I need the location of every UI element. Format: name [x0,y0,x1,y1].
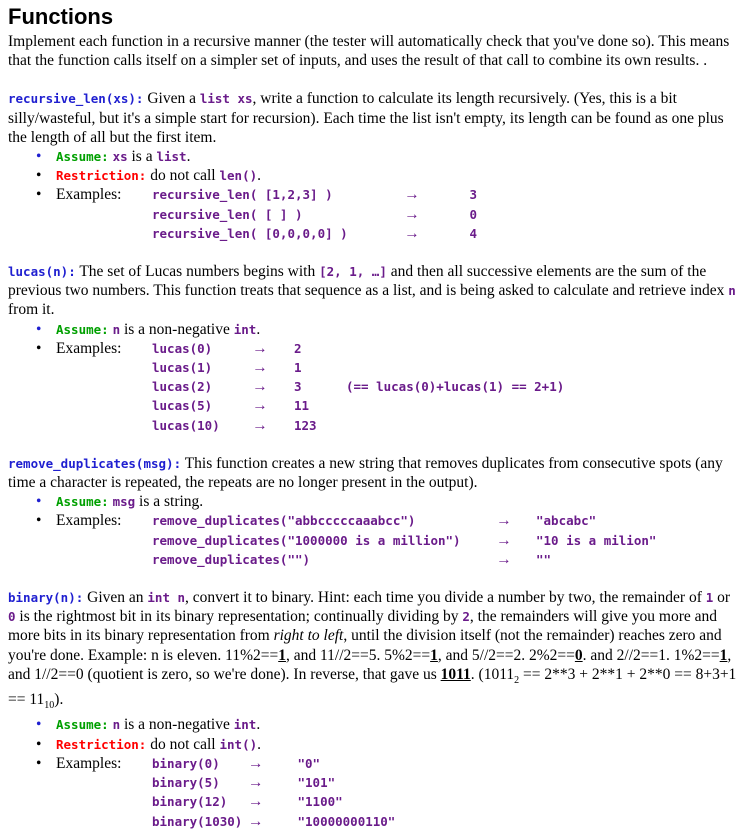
section-remove-duplicates [8,454,738,569]
example-result: 2 [294,340,302,356]
code: xs [112,149,128,165]
text: 1011 [440,665,471,683]
example-result: "10 is a milion" [536,532,657,548]
example-result: 3 [294,379,302,395]
text: 1 [719,646,728,664]
text: 10 [44,700,55,712]
arrow-icon: → [252,397,268,415]
text: . [257,167,262,185]
text: 2 [514,674,520,686]
text: is a non-negative [120,716,234,734]
arrow-icon: → [248,774,264,792]
example-result: 0 [469,206,477,222]
text: Given an [83,589,148,607]
text: . [186,148,191,166]
examples-item [36,511,738,569]
code: msg [112,494,136,510]
text: == 2**3 + 2**1 + 2**0 == 8+3+1 == 11 [8,665,737,709]
example-result: "" [536,551,552,567]
example-call: lucas(2) [152,379,213,395]
code: n [728,283,736,299]
text: . [256,320,261,338]
example-call: binary(12) [152,794,228,810]
example-row [152,205,477,224]
restriction-item [36,166,738,185]
description [8,262,738,320]
example-call: recursive_len( [1,2,3] ) [152,187,333,203]
code: list [156,149,187,165]
text: The set of Lucas numbers begins with [75,263,320,281]
example-result: 4 [469,225,477,241]
text: and then all successive elements are the sum of the previous two numbers. This function treats that sequence as a list, and is being asked to calculate and retrieve index [8,263,729,300]
example-row [152,339,564,358]
description [8,588,738,715]
example-note [346,416,564,435]
section-lucas [8,262,738,435]
section-recursive-len [8,89,738,243]
arrow-icon: → [252,416,268,434]
example-call: remove_duplicates("1000000 is a million") [152,532,461,548]
example-row [152,773,395,792]
assume-item [36,492,738,511]
text: 1 [278,646,286,664]
text: 1 [430,646,438,664]
example-row [152,185,477,204]
text: from it. [8,301,55,319]
examples-table [152,185,477,243]
example-note [346,358,564,377]
examples-table [152,511,656,569]
text: , the remainders will give you more and more bits in its binary representation from [8,608,717,645]
example-note [346,396,564,415]
arrow-icon: → [496,550,512,568]
text: , write a function to calculate its length recursively. (Yes, this is a bit silly/wasteful, but it's a simple start for recursion). Each time the list isn't empty, its length can be found as one plus the length of all but the first item. [8,90,724,146]
examples-label: • Examples: [56,512,122,530]
examples-label: • Examples: [56,754,122,772]
example-row [152,377,564,396]
example-result: 123 [294,417,317,433]
code: 1 [705,590,714,606]
example-row [152,550,656,569]
example-result: "0" [297,755,321,771]
example-row [152,358,564,377]
code: int n [147,590,186,606]
text: , and 11//2==5. 5%2== [285,646,431,664]
text: do not call [146,167,220,185]
description [8,89,738,147]
example-result: 11 [294,398,310,414]
assume-label: Assume: [56,494,109,510]
example-row [152,416,564,435]
text: , and 1//2==0 (quotient is zero, so we're done). In reverse, that gave us [8,646,732,683]
restriction-item [36,735,738,754]
example-call: lucas(10) [152,417,220,433]
text: is a [127,148,157,166]
example-result: 3 [469,187,477,203]
text: , convert it to binary. Hint: each time you divide a number by two, the remainder of [185,589,706,607]
arrow-icon: → [404,205,420,223]
example-row [152,396,564,415]
assume-label: Assume: [56,321,109,337]
arrow-icon: → [248,793,264,811]
arrow-icon: → [252,359,268,377]
example-call: remove_duplicates("") [152,551,311,567]
function-signature: binary(n): [8,590,84,606]
assume-label: Assume: [56,717,109,733]
code: n [112,717,121,733]
text: , and 5//2==2. 2%2== [437,646,575,664]
examples-item [36,754,738,831]
example-row [152,792,395,811]
text: . (1011 [470,665,515,683]
arrow-icon: → [252,378,268,396]
examples-item [36,185,738,243]
text: 0 [574,646,583,664]
example-call: lucas(5) [152,398,213,414]
text: is the rightmost bit in its binary representation; continually dividing by [15,608,463,626]
page-title: Functions [8,4,114,29]
assume-item [36,320,738,339]
assume-label: Assume: [56,149,109,165]
examples-table [152,339,564,435]
example-note [346,339,564,358]
example-result: 1 [294,360,302,376]
examples-item [36,339,738,435]
example-result: "1100" [297,794,343,810]
text: or [713,589,731,607]
example-call: binary(1030) [152,813,243,829]
text: right to left [273,627,344,645]
example-call: binary(0) [152,755,220,771]
restriction-label: Restriction: [56,168,147,184]
text: ). [54,691,64,709]
text: is a non-negative [120,320,234,338]
arrow-icon: → [496,512,512,530]
function-signature: recursive_len(xs): [8,91,144,107]
intro-paragraph: Implement each function in a recursive manner (the tester will automatically check that you've done so). This means that the function calls itself on a simpler set of inputs, and uses the result of that call to combine its own results. . [8,33,730,70]
code: int [233,321,257,337]
code: 0 [8,609,16,625]
arrow-icon: → [248,812,264,830]
text: . [257,735,262,753]
example-result: "10000000110" [297,813,396,829]
text: is a string. [135,493,204,511]
example-call: recursive_len( [0,0,0,0] ) [152,225,348,241]
description [8,454,738,492]
code: n [112,321,121,337]
assume-item [36,147,738,166]
examples-label: • Examples: [56,186,122,204]
example-row [152,224,477,243]
example-call: lucas(1) [152,360,213,376]
section-binary [8,588,738,831]
arrow-icon: → [248,754,264,772]
examples-table [152,754,395,831]
text: Given a [143,90,200,108]
code: int() [219,736,258,752]
code: 2 [462,609,470,625]
example-result: "abcabc" [536,513,597,529]
arrow-icon: → [252,339,268,357]
example-call: binary(5) [152,775,220,791]
code: int [233,717,257,733]
arrow-icon: → [404,186,420,204]
example-call: remove_duplicates("abbcccccaaabcc") [152,513,416,529]
text: . [256,716,261,734]
text: , until the division itself (not the remainder) reaches zero and you're done. Example: n is eleven. 11%2== [8,627,722,664]
text: . and 2//2==1. 1%2== [582,646,720,664]
arrow-icon: → [404,224,420,242]
example-row [152,754,395,773]
code: list xs [199,91,253,107]
example-note: (== lucas(0)+lucas(1) == 2+1) [346,379,565,395]
examples-label: • Examples: [56,339,122,357]
example-call: recursive_len( [ ] ) [152,206,303,222]
function-signature: remove_duplicates(msg): [8,455,182,471]
code: len() [219,168,258,184]
assume-item [36,715,738,734]
restriction-label: Restriction: [56,736,147,752]
code: [2, 1, …] [319,264,387,280]
text: This function creates a new string that removes duplicates from consecutive spots (any time a character is repeated, the repeats are no longer present in the output). [8,454,723,492]
example-row [152,812,395,831]
example-row [152,511,656,530]
example-result: "101" [297,775,336,791]
example-row [152,531,656,550]
example-call: lucas(0) [152,340,213,356]
arrow-icon: → [496,531,512,549]
text: do not call [146,735,220,753]
function-signature: lucas(n): [8,264,76,280]
